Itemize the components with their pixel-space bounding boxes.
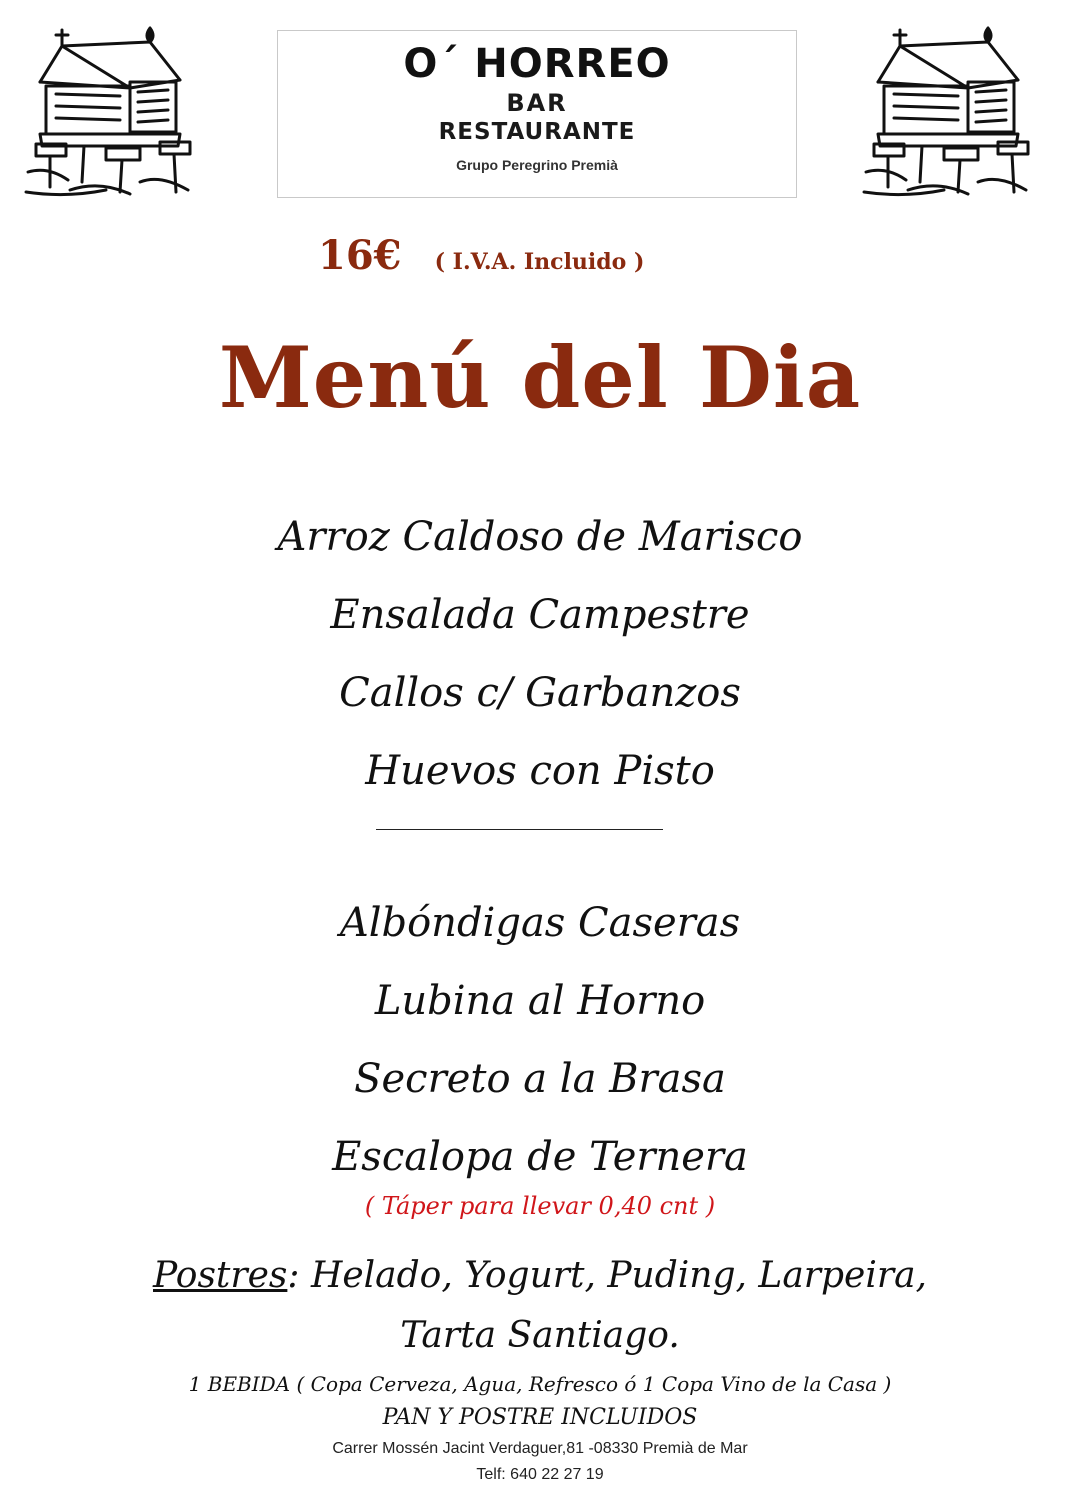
course-divider bbox=[376, 829, 663, 830]
horreo-granary-icon bbox=[858, 22, 1038, 202]
restaurant-phone: Telf: 640 22 27 19 bbox=[476, 1466, 604, 1483]
dish-item: Ensalada Campestre bbox=[330, 592, 750, 638]
price-line bbox=[318, 232, 818, 279]
menu-price: 16€ bbox=[318, 232, 402, 279]
dish-item: Secreto a la Brasa bbox=[354, 1056, 726, 1102]
desserts-items: : Helado, Yogurt, Puding, Larpeira, bbox=[287, 1255, 927, 1296]
dish-item: Albóndigas Caseras bbox=[339, 900, 741, 946]
menu-title: Menú del Dia bbox=[218, 328, 862, 427]
restaurant-name: O´ HORREO bbox=[403, 41, 671, 87]
horreo-granary-icon bbox=[20, 22, 200, 202]
restaurant-address: Carrer Mossén Jacint Verdaguer,81 -08330 Premià de Mar bbox=[332, 1440, 748, 1457]
dish-item: Escalopa de Ternera bbox=[332, 1134, 748, 1180]
dish-item: Huevos con Pisto bbox=[365, 748, 715, 794]
dish-item: Lubina al Horno bbox=[374, 978, 706, 1024]
dish-item: Arroz Caldoso de Marisco bbox=[277, 514, 803, 560]
second-courses-list bbox=[0, 884, 1080, 1196]
desserts-section bbox=[0, 1246, 1080, 1366]
dish-item: Callos c/ Garbanzos bbox=[339, 670, 741, 716]
included-note: PAN Y POSTRE INCLUIDOS bbox=[382, 1405, 698, 1430]
drink-note: 1 BEBIDA ( Copa Cerveza, Agua, Refresco ó 1 Copa Vino de la Casa ) bbox=[188, 1372, 892, 1396]
taper-note: ( Táper para llevar 0,40 cnt ) bbox=[364, 1192, 716, 1220]
logo-group-name: Grupo Peregrino Premià bbox=[456, 157, 618, 173]
logo-subtitle-restaurante: RESTAURANTE bbox=[438, 119, 636, 145]
restaurant-logo bbox=[277, 30, 797, 198]
logo-subtitle-bar: BAR bbox=[506, 89, 568, 117]
desserts-label: Postres bbox=[153, 1255, 288, 1296]
desserts-line-2: Tarta Santiago. bbox=[400, 1315, 680, 1356]
vat-note: ( I.V.A. Incluido ) bbox=[434, 249, 645, 275]
desserts-line-1 bbox=[0, 1246, 1080, 1306]
first-courses-list bbox=[0, 498, 1080, 810]
